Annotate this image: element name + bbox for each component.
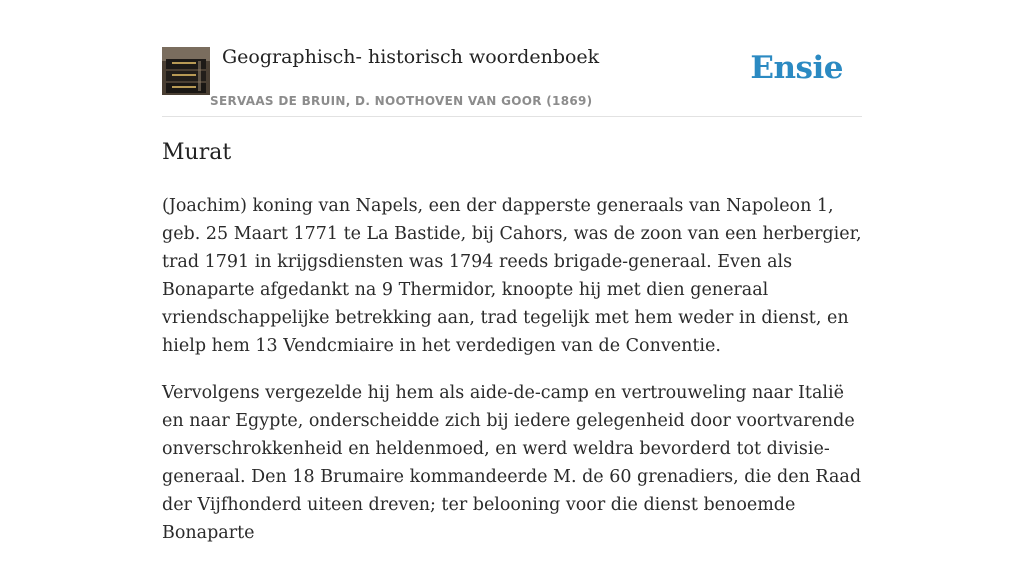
entry-header — [162, 40, 862, 117]
paragraph: (Joachim) koning van Napels, een der dapperste generaals van Napoleon 1, geb. 25 Maart 1771 te La Bastide, bij Cahors, was de zoon van een herbergier, trad 1791 in krijgsdiensten was 1794 reeds brigade-generaal. Even als Bonaparte afgedankt na 9 Thermidor, knoopte hij met dien generaal vriendschappelijke betrekking aan, trad tegelijk met hem weder in dienst, en hielp hem 13 Vendcmiaire in het verdedigen van de Conventie. — [162, 196, 862, 356]
avatar[interactable] — [162, 47, 210, 95]
book-meta: SERVAAS DE BRUIN, D. NOOTHOVEN VAN GOOR (1869) — [210, 94, 593, 108]
entry-body — [162, 192, 862, 566]
book-title[interactable]: Geographisch- historisch woordenboek — [222, 46, 600, 68]
paragraph: Vervolgens vergezelde hij hem als aide-de-camp en vertrouweling naar Italië en naar Egypte, onderscheidde zich bij iedere gelegenheid door voortvarende onverschrokkenheid en heldenmoed, en werd weldra bevorderd tot divisie-generaal. Den 18 Brumaire kommandeerde M. de 60 grenadiers, die den Raad der Vijfhonderd uiteen dreven; ter belooning voor die dienst benoemde Bonaparte — [162, 383, 862, 543]
book-spines-icon — [162, 47, 210, 95]
brand-logo[interactable]: Ensie — [750, 50, 843, 86]
page-title: Murat — [162, 140, 232, 165]
